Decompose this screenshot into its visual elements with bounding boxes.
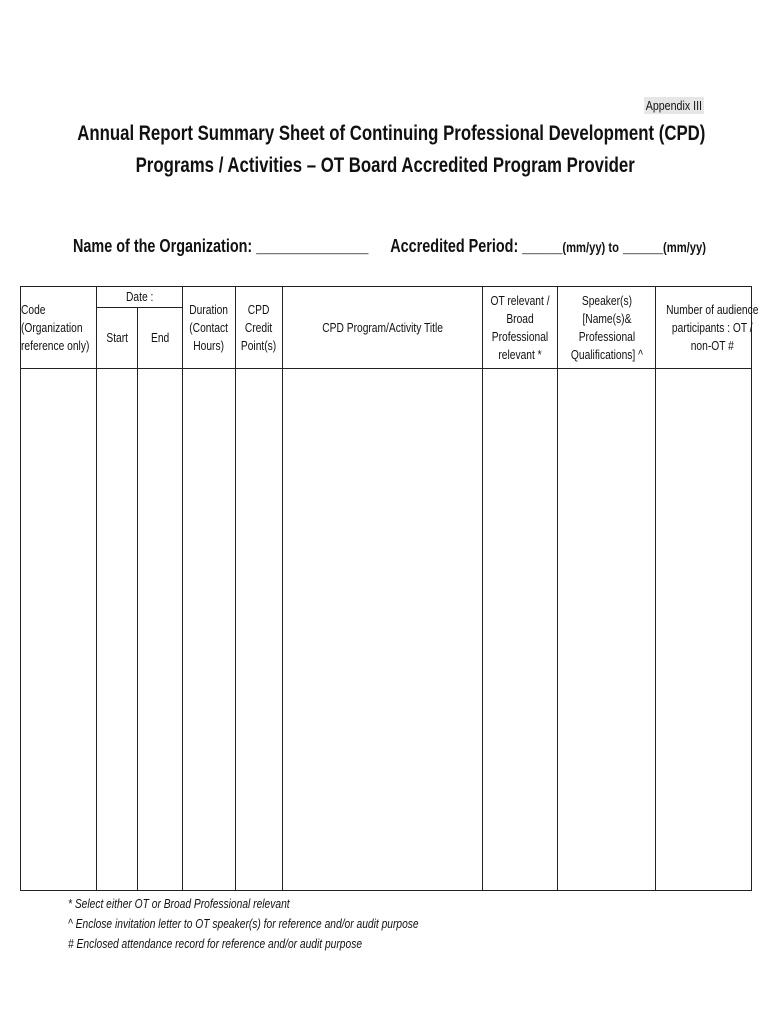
entry-end-cell[interactable] (138, 369, 183, 891)
header-end: End (138, 308, 183, 369)
organization-blank[interactable]: ______________ (256, 236, 369, 256)
header-fields (73, 236, 706, 257)
title-line-2: Programs / Activities – OT Board Accredited Program Provider (135, 154, 635, 177)
period-unit-end: (mm/yy) (663, 239, 706, 255)
period-start-blank[interactable]: _____ (522, 236, 563, 256)
entry-audience-cell[interactable] (656, 369, 752, 891)
entry-duration-cell[interactable] (183, 369, 236, 891)
footnote-attendance-record: # Enclosed attendance record for reference and/or audit purpose (68, 937, 363, 951)
header-ot-relevant: OT relevant / Broad Professional relevant * (483, 287, 558, 369)
organization-label: Name of the Organization: (73, 236, 253, 256)
footnote-ot-relevant: * Select either OT or Broad Professional relevant (68, 897, 290, 911)
entry-ot-relevant-cell[interactable] (483, 369, 558, 891)
cpd-summary-table (20, 286, 759, 891)
period-unit-start: (mm/yy) to (562, 239, 619, 255)
header-start: Start (97, 308, 138, 369)
title-line-1: Annual Report Summary Sheet of Continuing Professional Development (CPD) (77, 122, 706, 145)
header-speakers: Speaker(s) [Name(s)& Professional Qualifications] ^ (558, 287, 656, 369)
header-audience: Number of audience participants : OT / non-OT # (656, 287, 752, 369)
appendix-label: Appendix III (646, 98, 703, 113)
header-code (21, 287, 97, 369)
period-end-blank[interactable]: _____ (622, 236, 664, 256)
entry-start-cell[interactable] (97, 369, 138, 891)
page-title (77, 118, 706, 182)
entry-cpd-credit-cell[interactable] (236, 369, 283, 891)
header-date: Date : (97, 287, 183, 308)
header-duration: Duration (Contact Hours) (183, 287, 236, 369)
entry-code-cell[interactable] (21, 369, 97, 891)
footnote-speaker-letter: ^ Enclose invitation letter to OT speaker(s) for reference and/or audit purpose (68, 917, 419, 931)
footnotes (68, 894, 496, 954)
header-activity-title: CPD Program/Activity Title (283, 287, 483, 369)
entry-title-cell[interactable] (283, 369, 483, 891)
header-code-text: Code (Organization reference only) (21, 302, 90, 353)
period-label: Accredited Period: (390, 236, 519, 256)
header-cpd-credit: CPD Credit Point(s) (236, 287, 283, 369)
entry-speakers-cell[interactable] (558, 369, 656, 891)
table-row (21, 369, 752, 891)
